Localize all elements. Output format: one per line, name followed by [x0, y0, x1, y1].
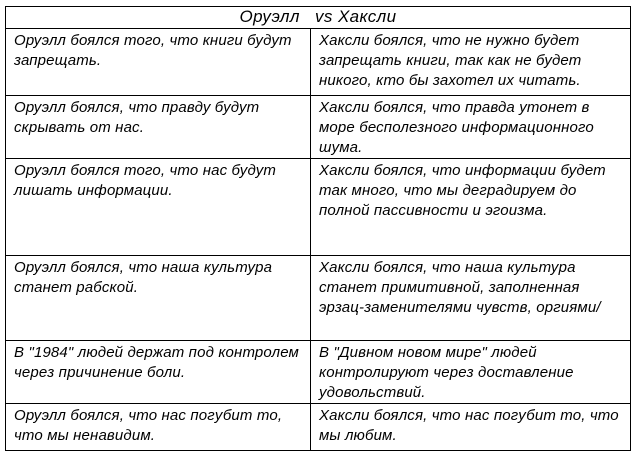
- huxley-cell: Хаксли боялся, что наша культура станет примитивной, заполненная эрзац-заменителями чувств, оргиями/: [311, 256, 631, 341]
- huxley-cell: Хаксли боялся, что не нужно будет запрещать книги, так как не будет никого, кто бы захотел их читать.: [311, 29, 631, 96]
- table-row: [6, 256, 631, 341]
- orwell-cell: Оруэлл боялся того, что нас будут лишать информации.: [6, 159, 311, 256]
- table-row: [6, 159, 631, 256]
- table-row: [6, 96, 631, 159]
- huxley-cell: В "Дивном новом мире" людей контролируют через доставление удовольствий.: [311, 341, 631, 404]
- table-row: [6, 29, 631, 96]
- orwell-cell: В "1984" людей держат под контролем через причинение боли.: [6, 341, 311, 404]
- table-row: [6, 404, 631, 451]
- orwell-cell: Оруэлл боялся, что наша культура станет рабской.: [6, 256, 311, 341]
- table-row: [6, 341, 631, 404]
- title-orwell: Оруэлл: [239, 7, 300, 26]
- huxley-cell: Хаксли боялся, что правда утонет в море бесполезного информационного шума.: [311, 96, 631, 159]
- table-title: [6, 7, 631, 29]
- title-huxley: Хаксли: [337, 7, 397, 26]
- title-vs: vs: [315, 7, 333, 26]
- orwell-cell: Оруэлл боялся того, что книги будут запрещать.: [6, 29, 311, 96]
- title-row: [6, 7, 631, 29]
- orwell-cell: Оруэлл боялся, что нас погубит то, что мы ненавидим.: [6, 404, 311, 451]
- huxley-cell: Хаксли боялся, что информации будет так много, что мы деградируем до полной пассивности и эгоизма.: [311, 159, 631, 256]
- huxley-cell: Хаксли боялся, что нас погубит то, что мы любим.: [311, 404, 631, 451]
- orwell-cell: Оруэлл боялся, что правду будут скрывать от нас.: [6, 96, 311, 159]
- comparison-table: [5, 6, 631, 451]
